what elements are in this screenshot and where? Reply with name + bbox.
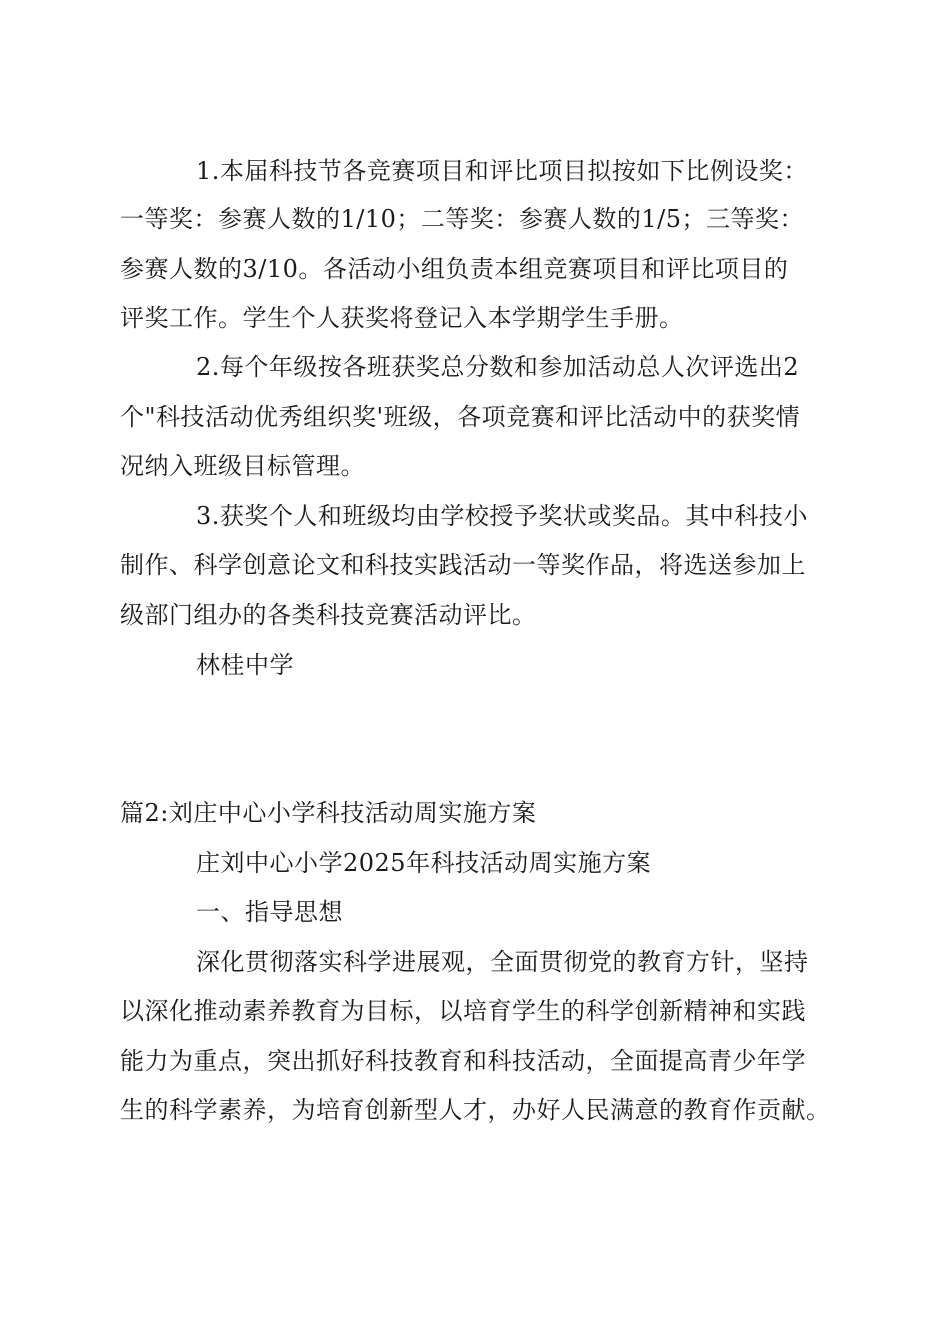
award-rule-1-line-1: 1.本届科技节各竞赛项目和评比项目拟按如下比例设奖： — [196, 157, 808, 185]
award-rule-1-line-4: 评奖工作。学生个人获奖将登记入本学期学生手册。 — [120, 304, 684, 332]
award-rule-2-line-1: 2.每个年级按各班获奖总分数和参加活动总人次评选出2 — [196, 353, 800, 381]
award-rule-3-line-3: 级部门组办的各类科技竞赛活动评比。 — [120, 601, 537, 629]
award-rule-1-line-2: 一等奖：参赛人数的1/10；二等奖：参赛人数的1/5；三等奖： — [120, 205, 805, 233]
award-rule-3-line-1: 3.获奖个人和班级均由学校授予奖状或奖品。其中科技小 — [196, 502, 808, 530]
award-rule-2-line-3: 况纳入班级目标管理。 — [120, 452, 365, 480]
plan-title: 庄刘中心小学2025年科技活动周实施方案 — [196, 849, 652, 877]
subsection-heading: 一、指导思想 — [196, 898, 343, 926]
section-heading: 篇2:刘庄中心小学科技活动周实施方案 — [120, 799, 537, 827]
award-rule-3-line-2: 制作、科学创意论文和科技实践活动一等奖作品，将选送参加上 — [120, 551, 806, 579]
guiding-paragraph-line-4: 生的科学素养，为培育创新型人才，办好人民满意的教育作贡献。 — [120, 1096, 831, 1124]
signature-school: 林桂中学 — [196, 651, 294, 679]
guiding-paragraph-line-3: 能力为重点，突出抓好科技教育和科技活动，全面提高青少年学 — [120, 1047, 806, 1075]
guiding-paragraph-line-2: 以深化推动素养教育为目标，以培育学生的科学创新精神和实践 — [120, 997, 806, 1025]
award-rule-1-line-3: 参赛人数的3/10。各活动小组负责本组竞赛项目和评比项目的 — [120, 255, 789, 283]
award-rule-2-line-2: 个"科技活动优秀组织奖'班级，各项竞赛和评比活动中的获奖情 — [120, 403, 801, 431]
guiding-paragraph-line-1: 深化贯彻落实科学进展观，全面贯彻党的教育方针，坚持 — [196, 948, 809, 976]
